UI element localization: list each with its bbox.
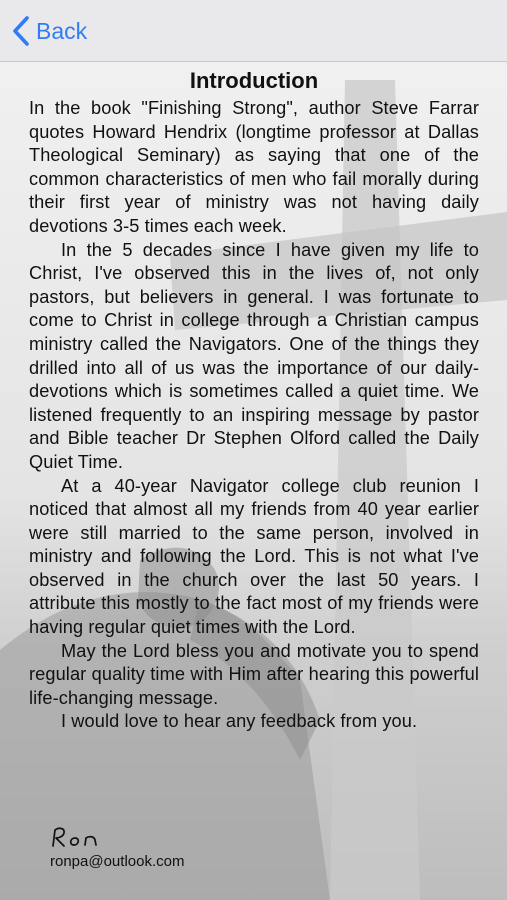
navigation-bar bbox=[0, 0, 507, 62]
back-label: Back bbox=[36, 17, 88, 44]
paragraph-5: I would love to hear any feedback from you. bbox=[61, 711, 418, 732]
paragraph-1: In the book "Finishing Strong", author Steve Farrar quotes Howard Hendrix (longtime professor at Dallas Theological Seminary) as saying that one of the common characteristics of men who fail morally during their first year of ministry was not having daily devotions 3-5 times each week. bbox=[29, 98, 479, 236]
paragraph-4: May the Lord bless you and motivate you to spend regular quality time with Him after hearing this powerful life-changing message. bbox=[29, 640, 479, 708]
article-content bbox=[29, 66, 479, 734]
signature-block bbox=[50, 824, 184, 870]
paragraph-3: At a 40-year Navigator college club reunion I noticed that almost all my friends from 40 year earlier were still married to the same person, involved in ministry and following the Lord. This is not what I've observed in the church over the last 50 years. I attribute this mostly to the fact most of my friends were having regular quiet times with the Lord. bbox=[29, 475, 479, 638]
signature-ron bbox=[50, 824, 104, 852]
chevron-left-icon bbox=[10, 14, 32, 48]
paragraph-2: In the 5 decades since I have given my life to Christ, I've observed this in the lives of, not only pastors, but believers in general. I was fortunate to come to Christ in college through a Christian campus ministry called the Navigators. One of the things they drilled into all of us was the importance of our daily-devotions which is sometimes called a quiet time. We listened frequently to an inspiring message by pastor and Bible teacher Dr Stephen Olford called the Daily Quiet Time. bbox=[29, 239, 479, 472]
page-title: Introduction bbox=[189, 68, 319, 93]
back-button[interactable] bbox=[10, 12, 87, 50]
contact-email[interactable]: ronpa@outlook.com bbox=[50, 853, 185, 870]
